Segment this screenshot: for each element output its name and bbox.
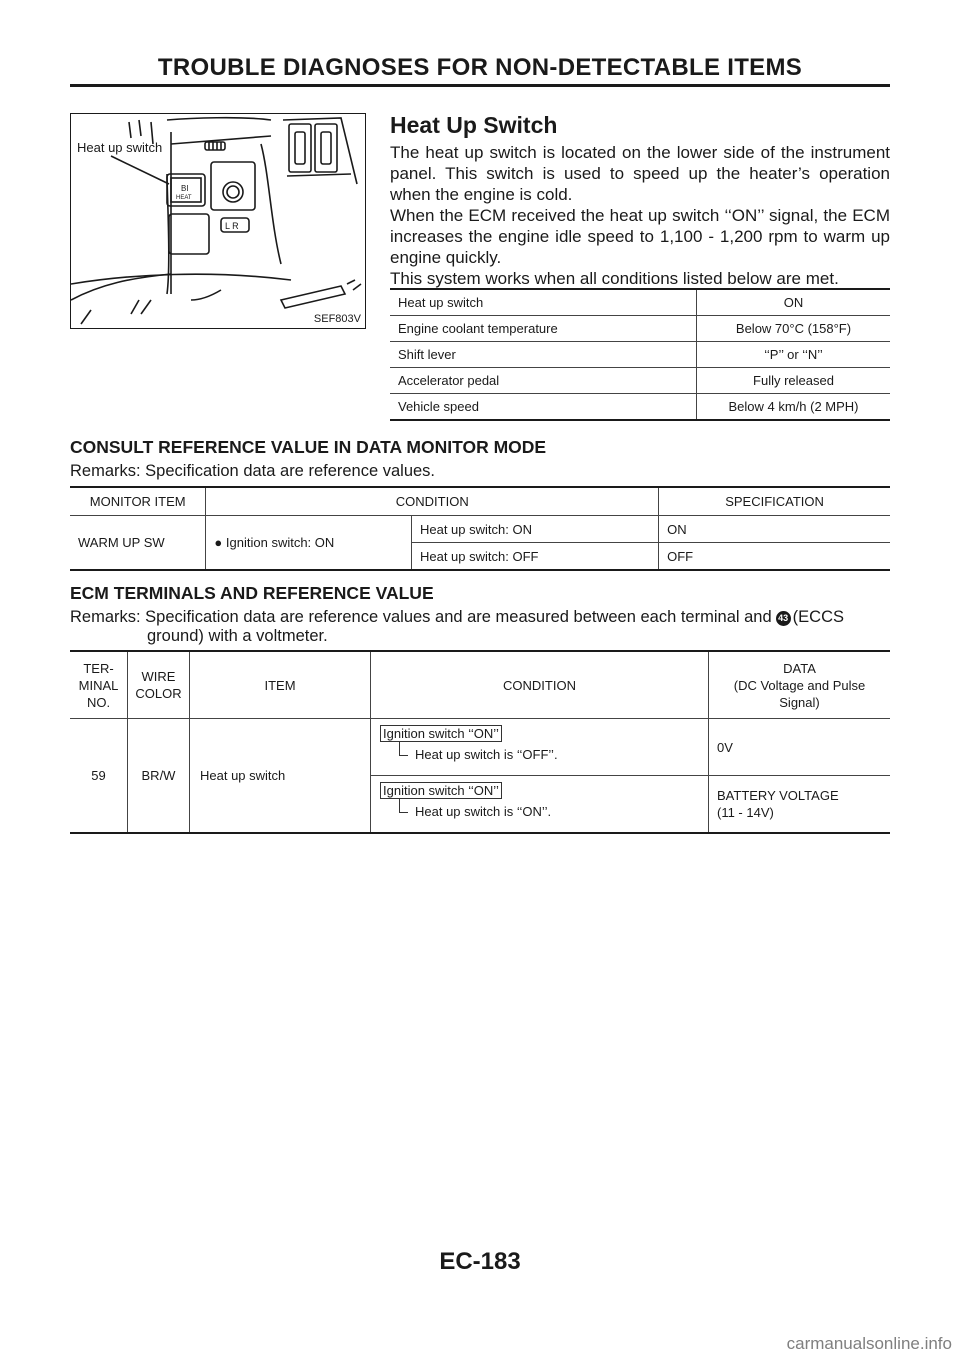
condition-item: Vehicle speed (390, 394, 697, 421)
monitor-spec: OFF (667, 548, 694, 564)
header-rule (70, 84, 890, 87)
consult-remarks: Remarks: Specification data are reference values. (70, 462, 436, 480)
condition-sub: Heat up switch is ‘‘OFF’’. (415, 747, 558, 762)
ground-symbol-icon: 43 (776, 611, 791, 626)
table-row (70, 719, 890, 776)
section-title: Heat Up Switch (390, 112, 558, 138)
column-header-wire (128, 651, 190, 719)
column-header: MONITOR ITEM (70, 487, 206, 516)
ecm-remarks (70, 608, 890, 627)
table-row (390, 368, 890, 394)
ecm-remarks-text-end: (ECCS (792, 608, 844, 626)
ecm-remarks-line2: ground) with a voltmeter. (147, 627, 328, 645)
monitor-subcondition: Heat up switch: ON (411, 516, 658, 543)
bullet-icon: ● (214, 535, 223, 550)
condition-value: Below 4 km/h (2 MPH) (728, 399, 859, 414)
table-header-row (70, 487, 890, 516)
monitor-subcondition: Heat up switch: OFF (411, 543, 658, 571)
table-row (390, 289, 890, 316)
svg-text:BI: BI (181, 184, 189, 193)
header-line: WIRE (141, 669, 176, 684)
condition-connector (399, 799, 408, 813)
condition-item: Shift lever (390, 342, 697, 368)
header-line: Signal) (779, 694, 820, 710)
condition-sub: Heat up switch is ‘‘ON’’. (415, 804, 552, 819)
consult-heading: CONSULT REFERENCE VALUE IN DATA MONITOR MODE (70, 437, 547, 457)
monitor-condition-text: Ignition switch: ON (225, 535, 335, 550)
data-line: BATTERY VOLTAGE (717, 788, 839, 803)
condition-value: Fully released (697, 368, 891, 394)
watermark-text: carmanualsonline.info (786, 1334, 952, 1353)
monitor-condition (206, 516, 412, 571)
monitor-item: WARM UP SW (70, 516, 206, 571)
table-row (390, 394, 890, 421)
ecm-terminals-table (70, 650, 890, 834)
condition-main: Ignition switch ‘‘ON’’ (380, 782, 502, 799)
ecm-remarks-text: Remarks: Specification data are reference values and are measured between each terminal and (70, 608, 772, 626)
table-header-row (70, 651, 890, 719)
wire-color: BR/W (128, 719, 190, 834)
heat-up-switch-figure (70, 113, 366, 329)
intro-paragraph: This system works when all conditions listed below are met. (390, 269, 839, 288)
figure-caption: SEF803V (313, 313, 361, 325)
condition-value: ‘‘P’’ or ‘‘N’’ (697, 342, 891, 368)
terminal-data (709, 719, 891, 776)
page-number: EC-183 (439, 1248, 521, 1275)
header-line: (DC Voltage and Pulse (733, 677, 866, 693)
page-header-title: TROUBLE DIAGNOSES FOR NON-DETECTABLE ITEMS (157, 54, 803, 81)
condition-value: Below 70°C (158°F) (697, 316, 891, 342)
column-header-terminal (70, 651, 128, 719)
svg-text:HEAT: HEAT (176, 195, 192, 201)
figure-label: Heat up switch (77, 140, 163, 155)
column-header-data (709, 651, 891, 719)
column-header-item: ITEM (190, 651, 371, 719)
condition-item: Accelerator pedal (390, 368, 697, 394)
condition-connector (399, 742, 408, 756)
header-line: TER- (83, 660, 114, 676)
intro-paragraph: The heat up switch is located on the lower side of the instrument panel. This switch is used to speed up the heater’s operation when the engine is cold. (390, 143, 890, 204)
intro-paragraph: When the ECM received the heat up switch ‘‘ON’’ signal, the ECM increases the engine idle speed to 1,100 - 1,200 rpm to warm up engine quickly. (390, 206, 890, 267)
conditions-table (390, 288, 890, 421)
terminal-condition (371, 776, 709, 834)
consult-monitor-table (70, 486, 890, 571)
condition-value: ON (697, 289, 891, 316)
header-line: COLOR (135, 686, 182, 701)
table-row (390, 342, 890, 368)
svg-text:L R: L R (225, 221, 239, 231)
table-row (390, 316, 890, 342)
table-row (70, 516, 890, 543)
dashboard-illustration (71, 114, 365, 328)
terminal-item: Heat up switch (190, 719, 371, 834)
column-header: SPECIFICATION (659, 487, 890, 516)
header-line: DATA (783, 660, 816, 676)
data-line: (11 - 14V) (717, 805, 774, 820)
condition-item: Engine coolant temperature (390, 316, 697, 342)
intro-text (390, 142, 890, 289)
header-line: NO. (86, 694, 111, 710)
data-line: 0V (717, 739, 733, 755)
condition-main: Ignition switch ‘‘ON’’ (380, 725, 502, 742)
terminal-condition (371, 719, 709, 776)
column-header: CONDITION (206, 487, 659, 516)
terminal-data (709, 776, 891, 834)
column-header-condition: CONDITION (371, 651, 709, 719)
terminal-number: 59 (70, 719, 128, 834)
condition-item: Heat up switch (390, 289, 697, 316)
header-line: MINAL (78, 677, 119, 693)
ecm-heading: ECM TERMINALS AND REFERENCE VALUE (70, 583, 434, 603)
monitor-spec: ON (659, 516, 890, 543)
